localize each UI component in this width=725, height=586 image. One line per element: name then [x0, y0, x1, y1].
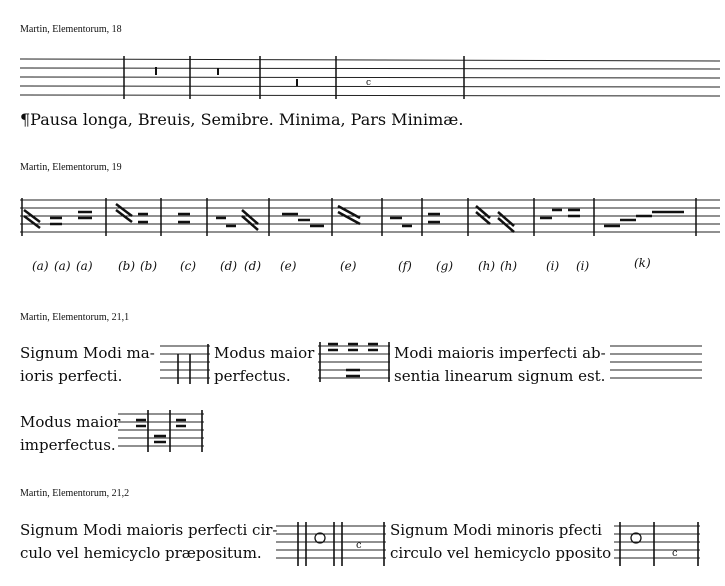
label-h1: (h) [478, 259, 496, 273]
label-i1: (i) [546, 259, 560, 273]
label-e2: (e) [340, 259, 357, 273]
text-signum-minoris-line2: circulo vel hemicyclo pposito [390, 544, 612, 562]
label-g: (g) [436, 259, 454, 273]
label-d2: (d) [244, 259, 262, 273]
label-f: (f) [398, 259, 412, 273]
label-e1: (e) [280, 259, 297, 273]
text-signum-line2: ioris perfecti. [20, 367, 123, 385]
caption-ex19: Martin, Elementorum, 19 [20, 162, 122, 173]
label-b1: (b) [118, 259, 136, 273]
caption-ex21-1: Martin, Elementorum, 21,1 [20, 312, 130, 323]
staff-ex19 [20, 196, 725, 246]
label-h2: (h) [500, 259, 518, 273]
text-modus-imperfectus-line1: Modus maior [20, 413, 121, 431]
label-i2: (i) [576, 259, 590, 273]
staff-ex21-1d [118, 408, 208, 458]
text-modi-maioris-line2: sentia linearum signum est. [394, 367, 606, 385]
text-signum-perfecti-line2: culo vel hemicyclo præpositum. [20, 544, 262, 562]
text-signum-minoris-line1: Signum Modi minoris pfecti [390, 521, 602, 539]
label-b2: (b) [140, 259, 158, 273]
staff-ex21-2b [614, 520, 702, 570]
svg-text:c: c [366, 78, 372, 88]
text-signum-line1: Signum Modi ma- [20, 344, 155, 362]
caption-ex21-2: Martin, Elementorum, 21,2 [20, 488, 130, 499]
text-ex18: ¶Pausa longa, Breuis, Semibre. Minima, Pars Minimæ. [20, 110, 464, 129]
text-modus-perfectus-line1: Modus maior [214, 344, 315, 362]
text-modi-maioris-line1: Modi maioris imperfecti ab- [394, 344, 606, 362]
staff-ex21-2a [276, 520, 390, 570]
text-modus-perfectus-line2: perfectus. [214, 367, 291, 385]
staff-ex21-1c [610, 342, 705, 386]
label-k: (k) [634, 256, 651, 270]
label-d1: (d) [220, 259, 238, 273]
svg-text:c: c [356, 540, 362, 551]
text-modus-imperfectus-line2: imperfectus. [20, 436, 116, 454]
staff-ex18 [20, 55, 725, 105]
staff-ex21-1a [160, 342, 212, 386]
label-a3: (a) [76, 259, 93, 273]
text-signum-perfecti-line1: Signum Modi maioris perfecti cir- [20, 521, 278, 539]
label-a2: (a) [54, 259, 71, 273]
svg-text:c: c [672, 548, 678, 559]
staff-ex21-1b [318, 342, 392, 386]
label-c: (c) [180, 259, 197, 273]
caption-ex18: Martin, Elementorum, 18 [20, 24, 122, 35]
label-a1: (a) [32, 259, 49, 273]
